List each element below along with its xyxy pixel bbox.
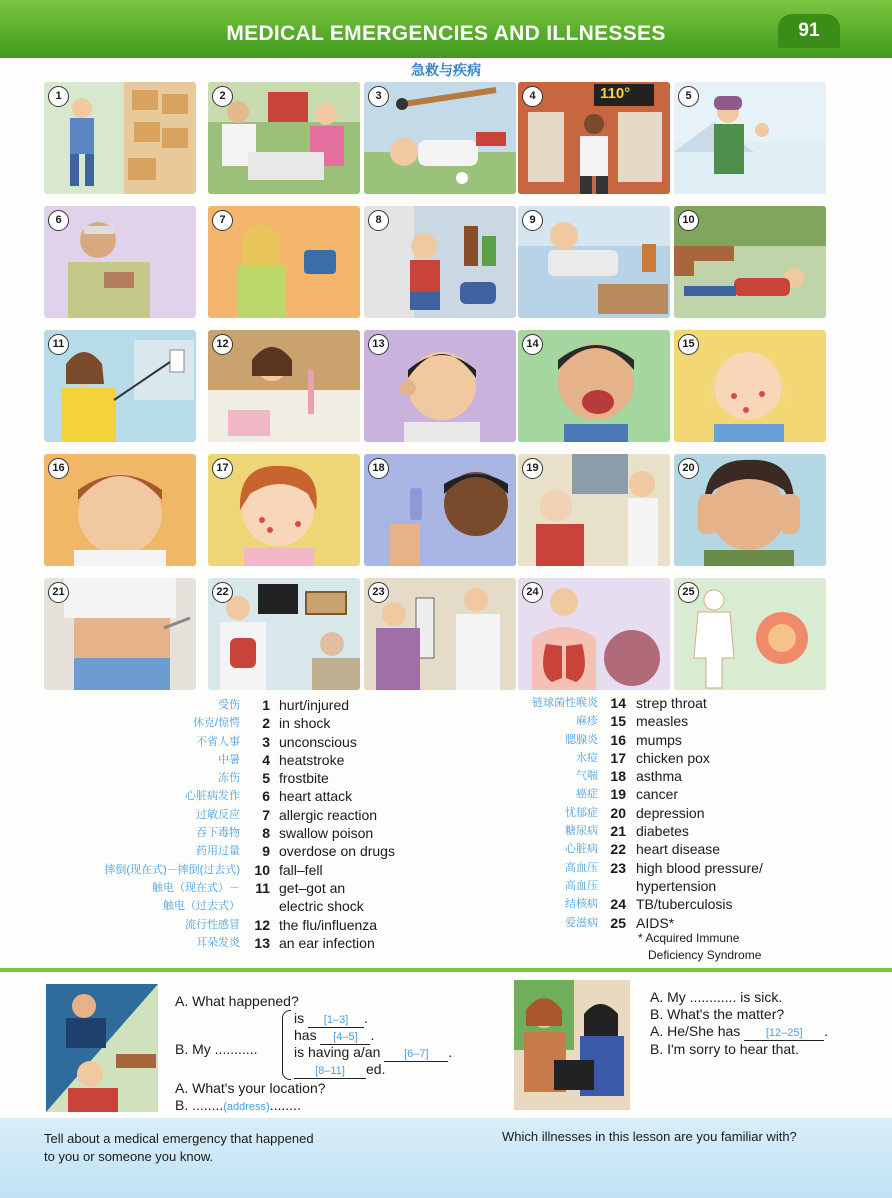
- vocab-row: [60, 751, 400, 769]
- page-number: 91: [778, 14, 840, 48]
- option-suffix: ed.: [366, 1061, 386, 1077]
- picture-mumps: [44, 454, 196, 566]
- vocab-number: 15: [610, 713, 626, 730]
- vocab-chinese: 水痘: [576, 751, 598, 764]
- vocab-chinese: 糖尿病: [565, 825, 598, 838]
- picture-depression: [674, 454, 826, 566]
- picture-number: 9: [522, 210, 543, 231]
- vocab-chinese: 过敏反应: [196, 808, 240, 821]
- picture-tb-tuberculosis: [518, 578, 670, 690]
- vocab-row: [500, 694, 800, 712]
- vocab-english: heart disease: [636, 841, 721, 858]
- dialog-speaker-b: B. My: [175, 1041, 211, 1057]
- picture-heart-attack: [44, 206, 196, 318]
- picture-unconscious: [364, 82, 516, 194]
- vocab-row: [60, 879, 400, 897]
- vocab-chinese: 癌症: [576, 788, 598, 801]
- question-line: to you or someone you know.: [44, 1149, 214, 1164]
- page-title: MEDICAL EMERGENCIES AND ILLNESSES: [226, 22, 666, 45]
- picture-ear-infection: [364, 330, 516, 442]
- dialog-line-a2: A. What's your location?: [175, 1080, 326, 1096]
- option-verb: is having a/an: [294, 1044, 381, 1060]
- vocab-row: [60, 842, 400, 860]
- vocab-english: diabetes: [636, 823, 689, 840]
- vocab-chinese: 链球菌性喉炎: [532, 697, 598, 709]
- vocab-number: 5: [262, 770, 270, 787]
- picture-number: 2: [212, 86, 233, 107]
- vocab-english: hypertension: [636, 877, 717, 894]
- vocab-english: TB/tuberculosis: [636, 896, 733, 913]
- picture-swallow-poison: [364, 206, 516, 318]
- vocab-row: [500, 859, 800, 877]
- vocab-number: 6: [262, 788, 270, 805]
- dialog-text: A. He/She has: [650, 1023, 741, 1039]
- picture-number: 18: [368, 458, 389, 479]
- picture-allergic-reaction: [208, 206, 360, 318]
- vocab-english: cancer: [636, 786, 679, 803]
- vocab-row: [500, 895, 800, 913]
- picture-number: 13: [368, 334, 389, 355]
- picture-high-blood-pressure: [364, 578, 516, 690]
- vocab-number: 10: [254, 861, 270, 878]
- option-period: .: [448, 1044, 453, 1060]
- picture-number: 16: [48, 458, 69, 479]
- vocab-number: 9: [262, 843, 270, 860]
- vocab-chinese: 吞下毒物: [196, 827, 240, 840]
- vocab-english: fall–fell: [279, 861, 323, 878]
- vocab-row: [60, 696, 400, 714]
- picture-number: 20: [678, 458, 699, 479]
- discussion-question-right: Which illnesses in this lesson are you familiar with?: [502, 1129, 797, 1144]
- vocab-english: high blood pressure/: [636, 859, 763, 876]
- dialog-line-a1: A. What happened?: [175, 993, 299, 1009]
- vocab-chinese: 摔倒(现在式)－摔倒(过去式): [104, 863, 240, 876]
- thermometer-readout: 110°: [600, 85, 631, 102]
- picture-aids: [674, 578, 826, 690]
- picture-hurt-injured: [44, 82, 196, 194]
- vocab-english: overdose on drugs: [279, 843, 395, 860]
- dialog-text: A. My: [650, 989, 686, 1005]
- picture-number: 22: [212, 582, 233, 603]
- picture-number: 25: [678, 582, 699, 603]
- dialog-picture-right: [514, 980, 630, 1110]
- vocab-row: [60, 806, 400, 824]
- dialog-picture-left: [46, 984, 158, 1112]
- vocab-row: [500, 712, 800, 730]
- vocab-row: [60, 733, 400, 751]
- picture-number: 3: [368, 86, 389, 107]
- discussion-question-left: [44, 1130, 314, 1166]
- vocab-row: [60, 787, 400, 805]
- picture-electric-shock: [44, 330, 196, 442]
- dialog-dots: ........: [269, 1097, 301, 1113]
- picture-number: 14: [522, 334, 543, 355]
- vocab-chinese: 触电（过去式）: [163, 900, 240, 913]
- vocab-english: mumps: [636, 731, 682, 748]
- picture-number: 21: [48, 582, 69, 603]
- vocab-number: 2: [262, 715, 270, 732]
- answer-blank[interactable]: [1–3]: [308, 1014, 364, 1028]
- option-period: .: [364, 1010, 368, 1026]
- vocab-row: [500, 840, 800, 858]
- vocab-number: 13: [254, 934, 270, 951]
- vocab-row: [60, 934, 400, 952]
- vocab-chinese: 忧郁症: [565, 806, 598, 819]
- vocab-row: [500, 804, 800, 822]
- picture-in-shock: [208, 82, 360, 194]
- vocab-chinese: 流行性感冒: [185, 918, 240, 931]
- vocab-number: 4: [262, 751, 270, 768]
- vocab-row: [500, 785, 800, 803]
- vocab-number: 1: [262, 697, 270, 713]
- vocab-number: 8: [262, 825, 270, 842]
- picture-measles: [674, 330, 826, 442]
- vocab-number: 3: [262, 733, 270, 750]
- dialog-text: .: [824, 1023, 829, 1039]
- vocab-chinese: 休克/惊愕: [192, 717, 240, 730]
- vocab-number: 11: [255, 879, 270, 896]
- dialog-right-line-a1: [650, 988, 782, 1006]
- vocab-chinese: 药用过量: [196, 845, 240, 858]
- answer-blank[interactable]: [12–25]: [744, 1027, 824, 1041]
- footnote-line: Deficiency Syndrome: [648, 948, 762, 962]
- page-header: [0, 0, 892, 58]
- option-period: .: [370, 1027, 375, 1043]
- vocab-row: [60, 714, 400, 732]
- picture-number: 5: [678, 86, 699, 107]
- dialog-dots: ............: [689, 989, 737, 1005]
- picture-number: 6: [48, 210, 69, 231]
- vocab-chinese: 不省人事: [196, 735, 240, 748]
- picture-number: 7: [212, 210, 233, 231]
- dialog-speaker-b: B.: [175, 1097, 189, 1113]
- vocab-chinese: 受伤: [218, 699, 240, 711]
- vocab-english: get–got an: [279, 879, 346, 896]
- vocab-number: 14: [610, 695, 626, 711]
- vocab-english: heatstroke: [279, 751, 345, 768]
- vocab-english: swallow poison: [279, 825, 374, 842]
- vocab-chinese: 高血压: [565, 861, 598, 874]
- picture-grid: [44, 82, 822, 688]
- vocab-chinese: 耳朵发炎: [196, 936, 240, 949]
- picture-number: 24: [522, 582, 543, 603]
- vocab-number: 23: [610, 859, 626, 876]
- picture-number: 23: [368, 582, 389, 603]
- word-list-right: [500, 694, 800, 932]
- picture-number: 15: [678, 334, 699, 355]
- dialog-right-line-a2: [650, 1022, 828, 1041]
- picture-number: 8: [368, 210, 389, 231]
- picture-fall-fell: [674, 206, 826, 318]
- vocab-english: measles: [636, 713, 689, 730]
- vocab-row: [60, 916, 400, 934]
- answer-blank[interactable]: [8–11]: [294, 1065, 366, 1079]
- answer-hint[interactable]: (address): [223, 1101, 270, 1113]
- picture-frostbite: [674, 82, 826, 194]
- vocab-row: [500, 822, 800, 840]
- footnote: [638, 930, 761, 964]
- picture-diabetes: [44, 578, 196, 690]
- question-line: Tell about a medical emergency that happened: [44, 1131, 314, 1146]
- vocab-row: [500, 749, 800, 767]
- vocab-english: in shock: [279, 715, 331, 732]
- picture-strep-throat: [518, 330, 670, 442]
- vocab-english: an ear infection: [279, 934, 375, 951]
- vocab-number: 20: [610, 804, 626, 821]
- option-verb: is: [294, 1010, 305, 1026]
- dialog-dots: ........: [192, 1097, 224, 1113]
- picture-number: 11: [48, 334, 69, 355]
- vocab-row: [500, 767, 800, 785]
- vocab-number: 7: [262, 806, 270, 823]
- dialog-brace: [282, 1010, 291, 1080]
- vocab-number: 24: [610, 896, 626, 913]
- discussion-band: [0, 1118, 892, 1198]
- dialog-text: is sick.: [740, 989, 783, 1005]
- dialog-line-b1: [175, 1040, 257, 1058]
- vocab-english: frostbite: [279, 770, 329, 787]
- vocab-english: electric shock: [279, 898, 364, 915]
- picture-overdose-on-drugs: [518, 206, 670, 318]
- answer-blank[interactable]: [4–5]: [320, 1031, 370, 1045]
- picture-chicken-pox: [208, 454, 360, 566]
- vocab-chinese: 结核病: [565, 898, 598, 911]
- vocab-number: 18: [610, 768, 626, 785]
- picture-heatstroke: [518, 82, 670, 194]
- dialog-line-b2: [175, 1096, 301, 1116]
- option-verb: has: [294, 1027, 317, 1043]
- vocab-row: [500, 731, 800, 749]
- vocab-chinese: 气喘: [576, 770, 598, 783]
- word-list-left: [60, 696, 400, 952]
- vocab-chinese: 麻疹: [576, 715, 598, 728]
- dialog-right-line-b2: B. I'm sorry to hear that.: [650, 1041, 799, 1057]
- vocab-row: [60, 824, 400, 842]
- vocab-english: allergic reaction: [279, 806, 378, 823]
- vocab-chinese: 心脏病发作: [185, 790, 240, 803]
- vocab-english: unconscious: [279, 733, 357, 750]
- vocab-english: strep throat: [636, 695, 707, 711]
- picture-number: 17: [212, 458, 233, 479]
- vocab-number: 17: [610, 749, 626, 766]
- vocab-row: [60, 897, 400, 915]
- vocab-chinese: 冻伤: [218, 772, 240, 785]
- vocab-chinese: 中暑: [218, 753, 240, 766]
- vocab-chinese: 腮腺炎: [565, 733, 598, 746]
- picture-number: 19: [522, 458, 543, 479]
- vocab-english: heart attack: [279, 788, 353, 805]
- vocab-english: AIDS*: [636, 914, 675, 931]
- vocab-chinese: 爱滋病: [565, 916, 598, 929]
- vocab-chinese: 高血压: [565, 879, 598, 892]
- picture-cancer: [518, 454, 670, 566]
- vocab-chinese: 触电（现在式）－: [152, 881, 240, 894]
- dialog-dots: ...........: [214, 1041, 258, 1057]
- vocab-number: 19: [610, 786, 626, 803]
- picture-number: 12: [212, 334, 233, 355]
- page-subtitle: 急救与疾病: [411, 62, 481, 78]
- picture-heart-disease: [208, 578, 360, 690]
- vocab-english: depression: [636, 804, 705, 821]
- footnote-line: * Acquired Immune: [638, 931, 740, 945]
- dialog-right-line-b1: B. What's the matter?: [650, 1006, 785, 1022]
- picture-the-flu: [208, 330, 360, 442]
- vocab-english: hurt/injured: [279, 697, 350, 713]
- vocab-number: 25: [610, 914, 626, 931]
- vocab-row: [60, 861, 400, 879]
- picture-number: 1: [48, 86, 69, 107]
- vocab-number: 12: [254, 916, 270, 933]
- vocab-row: [60, 769, 400, 787]
- picture-number: 4: [522, 86, 543, 107]
- section-divider: [0, 968, 892, 972]
- picture-asthma: [364, 454, 516, 566]
- vocab-row: [500, 877, 800, 895]
- vocab-number: 21: [610, 823, 626, 840]
- vocab-english: the flu/influenza: [279, 916, 378, 933]
- vocab-english: asthma: [636, 768, 682, 785]
- dialog-option-ed: [294, 1060, 385, 1079]
- answer-blank[interactable]: [6–7]: [384, 1048, 448, 1062]
- vocab-number: 16: [610, 731, 626, 748]
- vocab-number: 22: [610, 841, 626, 858]
- vocab-english: chicken pox: [636, 749, 710, 766]
- picture-number: 10: [678, 210, 699, 231]
- vocab-chinese: 心脏病: [565, 843, 598, 856]
